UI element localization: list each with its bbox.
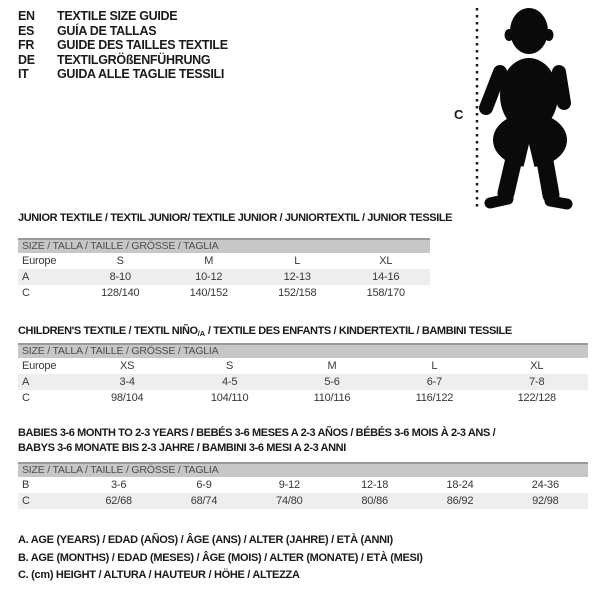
table-cell: 62/68 — [105, 495, 132, 507]
row-label: C — [22, 287, 30, 299]
row-label: C — [22, 392, 30, 404]
toddler-silhouette-figure — [440, 0, 600, 220]
table-cell: 12-13 — [283, 271, 311, 283]
lang-code: IT — [18, 67, 29, 82]
table-cell: 14-16 — [372, 271, 400, 283]
table-cell: 152/158 — [278, 287, 317, 299]
table-row — [18, 390, 588, 406]
table-cell: 5-6 — [324, 376, 340, 388]
lang-label: GUIDA ALLE TAGLIE TESSILI — [57, 67, 225, 82]
lang-code: FR — [18, 38, 35, 53]
table-cell: 4-5 — [221, 376, 238, 388]
table-cell: 6-9 — [196, 479, 212, 491]
row-label: A — [22, 376, 30, 388]
lang-code: DE — [18, 52, 35, 67]
table-cell: 68/74 — [190, 495, 218, 507]
row-label: A — [22, 271, 30, 283]
table-row — [18, 374, 588, 390]
lang-code: EN — [18, 9, 35, 24]
table-cell: XL — [379, 255, 393, 267]
babies-section-title — [18, 426, 495, 456]
table-cell: 92/98 — [532, 495, 559, 507]
table-cell: 80/86 — [361, 495, 388, 507]
table-cell: L — [294, 255, 301, 267]
legend-line-c: C. (cm) HEIGHT / ALTURA / HAUTEUR / HÖHE / ALTEZZA — [18, 569, 300, 581]
table-cell: 104/110 — [210, 392, 249, 404]
table-cell: 158/170 — [366, 287, 405, 299]
table-cell: 8-10 — [109, 271, 131, 283]
table-cell: 9-12 — [278, 479, 300, 491]
table-cell: 18-24 — [446, 479, 474, 491]
baby-silhouette — [486, 8, 567, 204]
table-cell: 6-7 — [426, 376, 443, 388]
table-cell: 7-8 — [529, 376, 545, 388]
junior-section-title: JUNIOR TEXTILE / TEXTIL JUNIOR/ TEXTILE JUNIOR / JUNIORTEXTIL / JUNIOR TESSILE — [18, 212, 453, 224]
table-cell: 110/116 — [313, 392, 351, 404]
table-cell: 12-18 — [361, 479, 389, 491]
lang-row-en — [18, 9, 228, 24]
table-row — [18, 493, 588, 509]
lang-label: TEXTILE SIZE GUIDE — [57, 9, 178, 24]
lang-label: GUÍA DE TALLAS — [57, 23, 157, 38]
table-cell: S — [226, 360, 234, 372]
table-cell: S — [116, 255, 124, 267]
height-measure-label: C — [454, 107, 464, 122]
table-row — [18, 269, 430, 285]
table-row — [18, 253, 430, 269]
table-cell: XL — [530, 360, 544, 372]
row-label: B — [22, 479, 30, 491]
lang-row-de — [18, 53, 228, 68]
table-cell: 74/80 — [276, 495, 303, 507]
legend-line-b: B. AGE (MONTHS) / EDAD (MESES) / ÂGE (MOIS) / ALTER (MONATE) / ETÀ (MESI) — [18, 551, 423, 564]
language-header — [18, 9, 228, 82]
table-row — [18, 285, 430, 301]
subscript: /A — [197, 329, 206, 338]
table-cell: M — [327, 360, 337, 372]
table-cell: 128/140 — [101, 287, 140, 299]
measure-legend — [18, 532, 423, 585]
table-cell: 3-6 — [111, 479, 127, 491]
childrens-section-title: CHILDREN'S TEXTILE / TEXTIL $NIÑO_{/A}$ / TEXTILE DES ENFANTS / KINDERTEXTIL / BAMBINI TESSILE — [18, 325, 512, 338]
lang-code: ES — [18, 23, 35, 38]
size-header-bar: SIZE / TALLA / TAILLE / GRÖSSE / TAGLIA — [18, 343, 588, 358]
lang-label: TEXTILGRÖßENFÜHRUNG — [57, 52, 211, 67]
table-cell: L — [431, 360, 438, 372]
table-cell: 140/152 — [189, 287, 228, 299]
lang-row-fr — [18, 38, 228, 53]
table-cell: 10-12 — [195, 271, 223, 283]
row-label: Europe — [22, 360, 57, 372]
babies-size-table — [18, 462, 588, 509]
babies-title-line1: BABIES 3-6 MONTH TO 2-3 YEARS / BEBÉS 3-6 MESES A 2-3 AÑOS / BÉBÉS 3-6 MOIS À 2-3 ANS / — [18, 427, 496, 439]
row-label: C — [22, 495, 30, 507]
table-cell: 98/104 — [110, 392, 144, 404]
table-cell: 3-4 — [119, 376, 135, 388]
size-header-bar: SIZE / TALLA / TAILLE / GRÖSSE / TAGLIA — [18, 462, 588, 477]
table-cell: XS — [120, 360, 135, 372]
legend-line-a: A. AGE (YEARS) / EDAD (AÑOS) / ÂGE (ANS) / ALTER (JAHRE) / ETÀ (ANNI) — [18, 534, 393, 546]
childrens-size-table — [18, 343, 588, 406]
table-cell: 86/92 — [446, 495, 474, 507]
babies-title-line2: BABYS 3-6 MONATE BIS 2-3 JAHRE / BAMBINI 3-6 MESI A 2-3 ANNI — [18, 442, 346, 454]
lang-row-it — [18, 67, 228, 82]
junior-size-table — [18, 238, 430, 301]
row-label: Europe — [22, 255, 57, 267]
lang-row-es — [18, 24, 228, 39]
table-cell: 122/128 — [517, 392, 556, 404]
table-cell: 116/122 — [415, 392, 454, 404]
table-row — [18, 477, 588, 493]
lang-label: GUIDE DES TAILLES TEXTILE — [57, 38, 228, 53]
size-header-bar: SIZE / TALLA / TAILLE / GRÖSSE / TAGLIA — [18, 238, 430, 253]
table-cell: M — [204, 255, 214, 267]
table-cell: 24-36 — [531, 479, 559, 491]
table-row — [18, 358, 588, 374]
